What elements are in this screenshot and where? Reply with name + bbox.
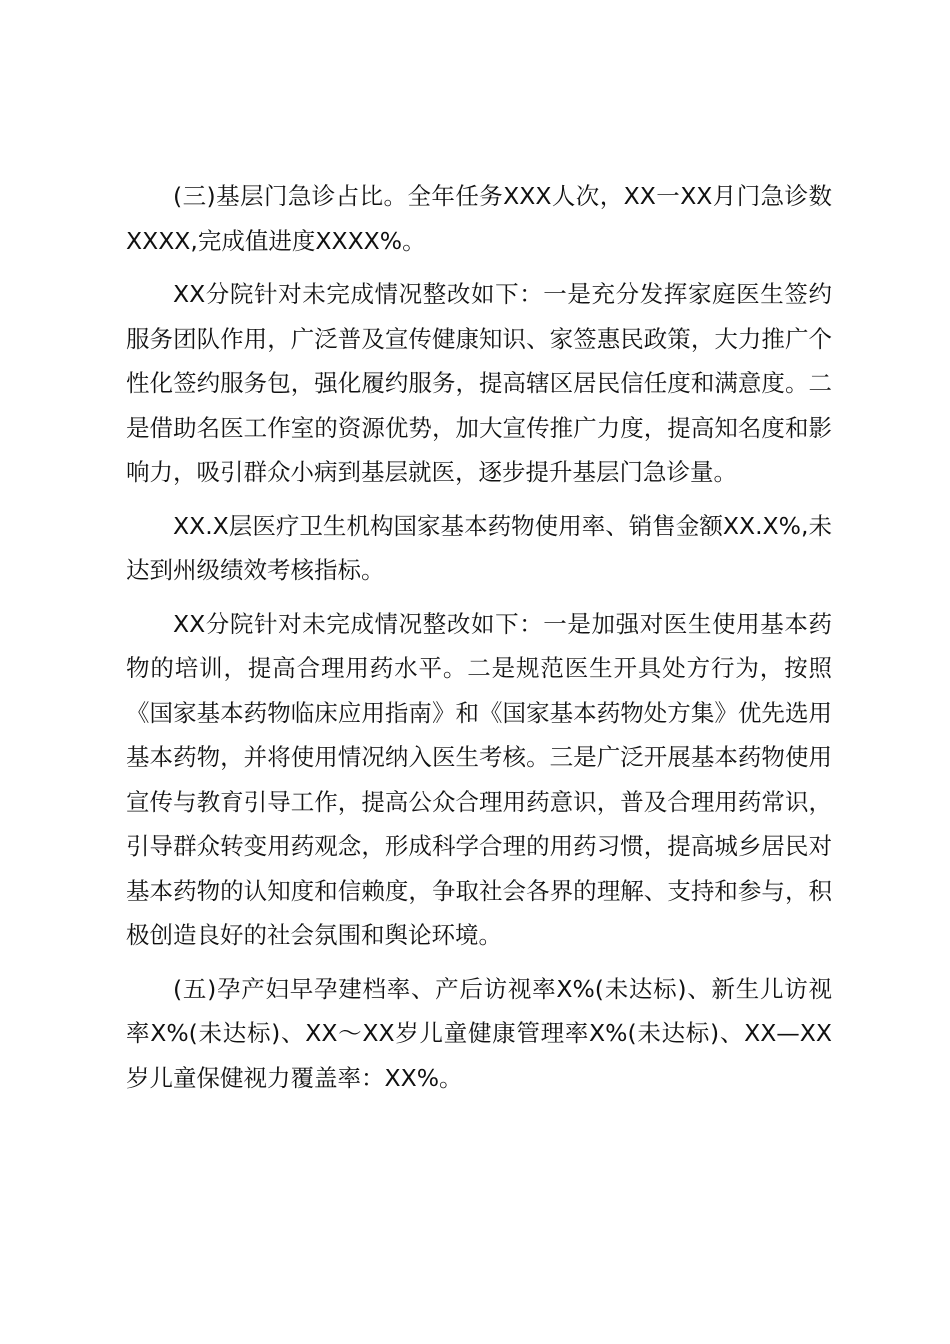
paragraph-outpatient-rectification: XX分院针对未完成情况整改如下：一是充分发挥家庭医生签约服务团队作用，广泛普及宣传健康知识、家签惠民政策，大力推广个性化签约服务包，强化履约服务，提高辖区居民信任度和满意度。二是借助名医工作室的资源优势，加大宣传推广力度，提高知名度和影响力，吸引群众小病到基层就医，逐步提升基层门急诊量。	[126, 280, 832, 486]
paragraph-outpatient-ratio: (三)基层门急诊占比。全年任务XXX人次，XX一XX月门急诊数XXXX,完成值进度XXXX%。	[126, 182, 832, 255]
paragraph-essential-drugs-rectification: XX分院针对未完成情况整改如下：一是加强对医生使用基本药物的培训，提高合理用药水平。二是规范医生开具处方行为，按照《国家基本药物临床应用指南》和《国家基本药物处方集》优先选用基本药物，并将使用情况纳入医生考核。三是广泛开展基本药物使用宣传与教育引导工作，提高公众合理用药意识，普及合理用药常识，引导群众转变用药观念，形成科学合理的用药习惯，提高城乡居民对基本药物的认知度和信赖度，争取社会各界的理解、支持和参与，积极创造良好的社会氛围和舆论环境。	[126, 609, 832, 949]
paragraph-essential-drugs-rate: XX.X层医疗卫生机构国家基本药物使用率、销售金额XX.X%,未达到州级绩效考核指标。	[126, 511, 832, 584]
document-body	[126, 174, 832, 1109]
paragraph-maternal-child-indicators: (五)孕产妇早孕建档率、产后访视率X%(未达标)、新生儿访视率X%(未达标)、XX～XX岁儿童健康管理率X%(未达标)、XX—XX岁儿童保健视力覆盖率：XX%。	[126, 974, 832, 1092]
